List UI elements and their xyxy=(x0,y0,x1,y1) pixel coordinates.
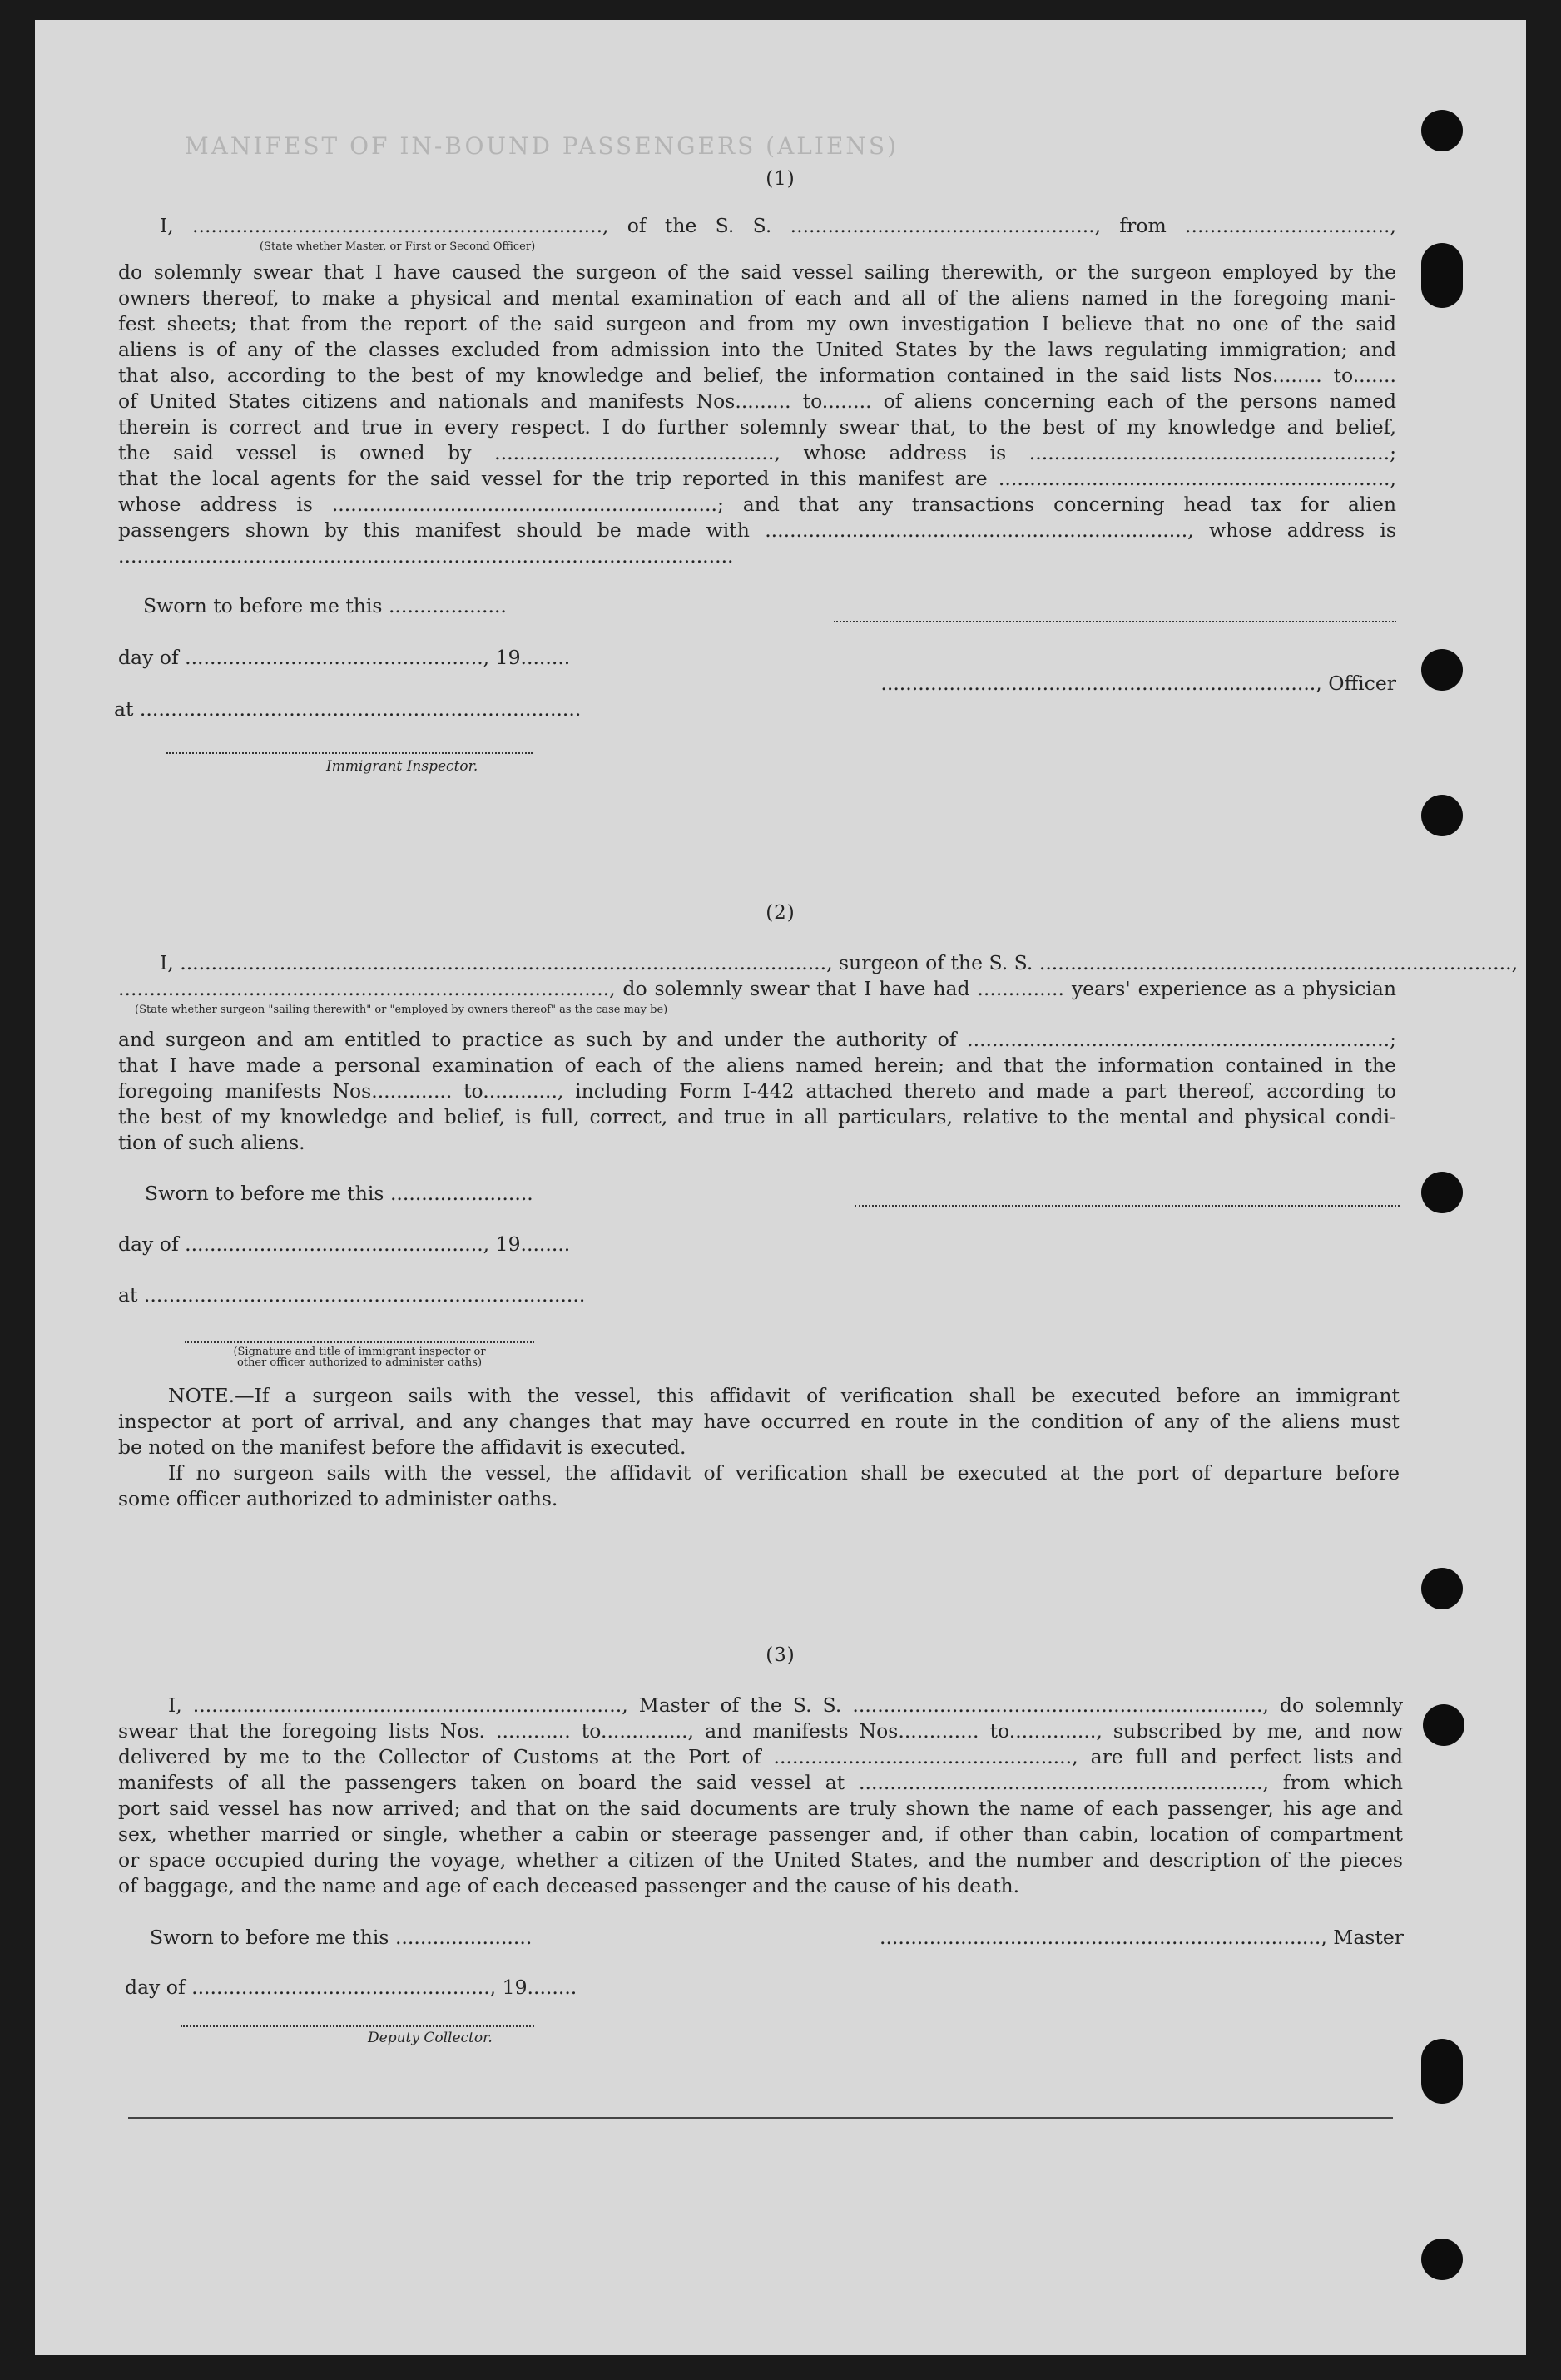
s3-line-7: or space occupied during the voyage, whether a citizen of the United States, and the number and description of the pieces xyxy=(118,1848,1403,1872)
s2-sworn: Sworn to before me this ....................... xyxy=(145,1182,533,1205)
section-1-number: (1) xyxy=(766,168,795,190)
s3-collector-label: Deputy Collector. xyxy=(368,2030,493,2046)
s1-inspector-label: Immigrant Inspector. xyxy=(326,758,478,775)
s2-note-4: If no surgeon sails with the vessel, the affidavit of verification shall be executed at the port of departure before xyxy=(168,1461,1400,1485)
s2-note-3: be noted on the manifest before the affidavit is executed. xyxy=(118,1435,686,1459)
surgeon-note: (State whether surgeon "sailing therewith" or "employed by owners thereof" as the case may be) xyxy=(135,1004,668,1016)
s1-line-12: passengers shown by this manifest should be made with ...................................................................., whose address is xyxy=(118,518,1396,542)
s3-line-3: delivered by me to the Collector of Customs at the Port of ................................................, are full and perfect lists and xyxy=(118,1745,1403,1768)
s1-line-9: the said vessel is owned by ............................................., whose address is ..........................................................; xyxy=(118,441,1396,464)
s1-line-8: therein is correct and true in every respect. I do further solemnly swear that, to the best of my knowledge and belief, xyxy=(118,415,1396,439)
s1-line-6: that also, according to the best of my knowledge and belief, the information contained in the said lists Nos........ to....... xyxy=(118,364,1396,387)
s1-day: day of ................................................, 19........ xyxy=(118,646,571,669)
section-3-number: (3) xyxy=(766,1644,795,1666)
s1-officer-text: ......................................................................, Officer xyxy=(880,672,1396,695)
s3-line-1: I, ....................................................................., Master of the S. S. .................................................................., do solemnly xyxy=(168,1693,1403,1717)
s3-line-6: sex, whether married or single, whether a cabin or steerage passenger and, if other than cabin, location of compartment xyxy=(118,1822,1403,1846)
s1-line-11: whose address is ..............................................................; and that any transactions concerning head tax for alien xyxy=(118,493,1396,516)
s2-note-1: NOTE.—If a surgeon sails with the vessel, this affidavit of verification shall be executed before an immigrant xyxy=(168,1384,1400,1407)
s2-note-5: some officer authorized to administer oaths. xyxy=(118,1487,558,1510)
s2-signature-rule xyxy=(855,1205,1400,1207)
s1-line-1: I, .................................................................., of the S. S. ................................................., from ................................., xyxy=(160,214,1396,237)
s1-sworn: Sworn to before me this ................... xyxy=(143,594,507,617)
s2-line-1: I, ........................................................................................................, surgeon of the S. S. ............................................................................, xyxy=(160,951,1519,974)
s3-master-signature xyxy=(855,1926,1404,1949)
s2-inspector-rule xyxy=(185,1341,534,1343)
s3-line-5: port said vessel has now arrived; and that on the said documents are truly shown the name of each passenger, his age and xyxy=(118,1797,1403,1820)
s1-line-5: aliens is of any of the classes excluded from admission into the United States by the laws regulating immigration; and xyxy=(118,338,1396,361)
officer-note: (State whether Master, or First or Second Officer) xyxy=(260,240,536,253)
s3-master-text: ......................................................................., Master xyxy=(879,1926,1404,1949)
s2-note-2: inspector at port of arrival, and any changes that may have occurred en route in the condition of any of the aliens must xyxy=(118,1410,1400,1433)
s2-line-3: and surgeon and am entitled to practice as such by and under the authority of ....................................................................; xyxy=(118,1028,1396,1051)
s3-line-4: manifests of all the passengers taken on board the said vessel at ................................................................., from which xyxy=(118,1771,1403,1794)
s2-signature-note-2: other officer authorized to administer oaths) xyxy=(236,1356,483,1369)
s3-line-2: swear that the foregoing lists Nos. ............ to.............., and manifests Nos............. to.............., subscribed by me, and now xyxy=(118,1719,1403,1743)
s1-line-7: of United States citizens and nationals and manifests Nos......... to........ of aliens concerning each of the persons named xyxy=(118,389,1396,413)
section-2-number: (2) xyxy=(766,902,795,924)
s2-line-6: the best of my knowledge and belief, is full, correct, and true in all particulars, relative to the mental and physical condi- xyxy=(118,1105,1396,1128)
s1-line-13: ................................................................................................... xyxy=(118,544,734,568)
bleed-through-header: MANIFEST OF IN-BOUND PASSENGERS (ALIENS) xyxy=(185,132,899,160)
s2-signature-note-1: (Signature and title of immigrant inspector or xyxy=(233,1346,486,1358)
s2-line-2: ..............................................................................., do solemnly swear that I have had .............. years' experience as a physician xyxy=(118,977,1396,1000)
affidavit-page xyxy=(35,20,1526,2355)
s1-officer-signature xyxy=(834,672,1396,695)
s2-at: at ....................................................................... xyxy=(118,1283,586,1307)
s1-line-10: that the local agents for the said vessel for the trip reported in this manifest are ..............................................................., xyxy=(118,467,1396,490)
bottom-rule xyxy=(128,2117,1393,2119)
s1-inspector-rule xyxy=(166,752,533,754)
s3-line-8: of baggage, and the name and age of each deceased passenger and the cause of his death. xyxy=(118,1874,1020,1897)
s1-line-4: fest sheets; that from the report of the said surgeon and from my own investigation I believe that no one of the said xyxy=(118,312,1396,335)
s1-line-2: do solemnly swear that I have caused the surgeon of the said vessel sailing therewith, or the surgeon employed by the xyxy=(118,260,1396,284)
s1-line-3: owners thereof, to make a physical and mental examination of each and all of the aliens named in the foregoing mani- xyxy=(118,286,1396,310)
s3-day: day of ................................................, 19........ xyxy=(125,1976,577,1999)
s2-line-5: foregoing manifests Nos............. to............, including Form I-442 attached thereto and made a part thereof, according to xyxy=(118,1079,1396,1103)
s1-at: at ....................................................................... xyxy=(114,697,582,721)
s1-officer-rule-top xyxy=(834,621,1396,622)
s2-line-4: that I have made a personal examination of each of the aliens named herein; and that the information contained in the xyxy=(118,1054,1396,1077)
s2-line-7: tion of such aliens. xyxy=(118,1131,305,1154)
s3-collector-rule xyxy=(181,2025,534,2027)
s2-day: day of ................................................, 19........ xyxy=(118,1232,571,1256)
s3-sworn: Sworn to before me this ...................... xyxy=(150,1926,533,1949)
